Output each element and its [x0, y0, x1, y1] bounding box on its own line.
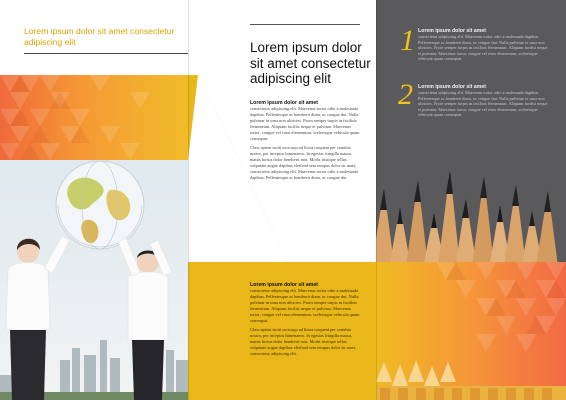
item-2-text: consectetur adipiscing elit. Maecenas tortor odio a malesuada dapibus. Pellentesque ac hendrerit diam, ac congue dui. Nulla pulvinar in urna non ultricies. Proin semper turpis in facilisis fermentum. Aliquam facilisi neque et pulvinar. Maecenas tortor, congue vel risus elementum, scelerisque vehicula quam consequat. [418, 90, 548, 118]
left-title-rule [24, 53, 188, 54]
right-page [376, 0, 566, 400]
left-page-title: Lorem ipsum dolor sit amet consectetur adipiscing elit [24, 26, 175, 47]
text-block-2-heading: Lorem ipsum dolor sit amet [250, 282, 319, 288]
item-2-heading: Lorem ipsum dolor sit amet [418, 84, 487, 90]
left-page [0, 0, 188, 400]
text-block-2-paragraph-2: Class aptent taciti sociosqu ad litora torquent per conubia nostra, per inceptos himenaeos. In egestas fringilla massa, mattis luctus dolor hendrerit non. Morbi tristique tellus vulputate augue dapibus eleifend sem tempus dolor sit amet, consectetur adipiscing elit. [250, 327, 357, 356]
middle-page [188, 0, 376, 400]
text-block-2 [250, 282, 360, 357]
text-block-1-heading: Lorem ipsum dolor sit amet [250, 100, 319, 106]
children-photo [0, 160, 188, 400]
text-block-1-paragraph-1: consectetur adipiscing elit. Maecenas tortor odio a malesuada dapibus. Pellentesque ac hendrerit diam, ac congue dui. Nulla pulvinar in urna non ultricies. Proin semper turpis in facilisis fermentum. Aliquam facilisi neque et pulvinar. Maecenas tortor, congue vel risus elementum, scelerisque vehicula quam consequat. [250, 106, 360, 141]
item-1-heading: Lorem ipsum dolor sit amet [418, 28, 487, 34]
geometric-triangle-pattern-right [376, 262, 566, 400]
page-fold-2 [376, 0, 377, 400]
text-block-1 [250, 100, 360, 181]
item-1 [418, 28, 550, 62]
children-with-globe-illustration [0, 160, 188, 400]
page-fold-1 [188, 0, 189, 400]
geometric-triangle-pattern [0, 75, 188, 160]
item-1-text: consectetur adipiscing elit. Maecenas tortor odio a malesuada dapibus. Pellentesque ac hendrerit diam, ac congue dui. Nulla pulvinar in urna non ultricies. Proin semper turpis in facilisis fermentum. Aliquam facilisi neque et pulvinar. Maecenas tortor, congue vel risus elementum, scelerisque vehicula quam consequat. [418, 34, 548, 62]
text-block-1-paragraph-2: Class aptent taciti sociosqu ad litora torquent per conubia nostra, per inceptos himenaeos. In egestas fringilla massa, mattis luctus dolor hendrerit non. Morbi tristique tellus vulputate augue dapibus eleifend sem tempus dolor sit amet, consectetur adipiscing elit. Maecenas tortor odio a malesuada dapibus. Pellentesque ac hendrerit diam, ac congue dui. [250, 145, 359, 180]
item-2-number: 2 [398, 78, 413, 111]
middle-page-title: Lorem ipsum dolor sit amet consectetur adipiscing elit [250, 40, 371, 86]
item-1-number: 1 [400, 24, 415, 57]
item-2 [418, 84, 550, 118]
middle-title-rule [250, 24, 360, 25]
text-block-2-paragraph-1: consectetur adipiscing elit. Maecenas tortor odio a malesuada dapibus. Pellentesque ac hendrerit diam, ac congue dui. Nulla pulvinar in urna non ultricies. Proin semper turpis in facilisis fermentum. Aliquam facilisi neque et pulvinar. Maecenas tortor, congue vel risus elementum, scelerisque vehicula quam consequat. [250, 288, 360, 323]
